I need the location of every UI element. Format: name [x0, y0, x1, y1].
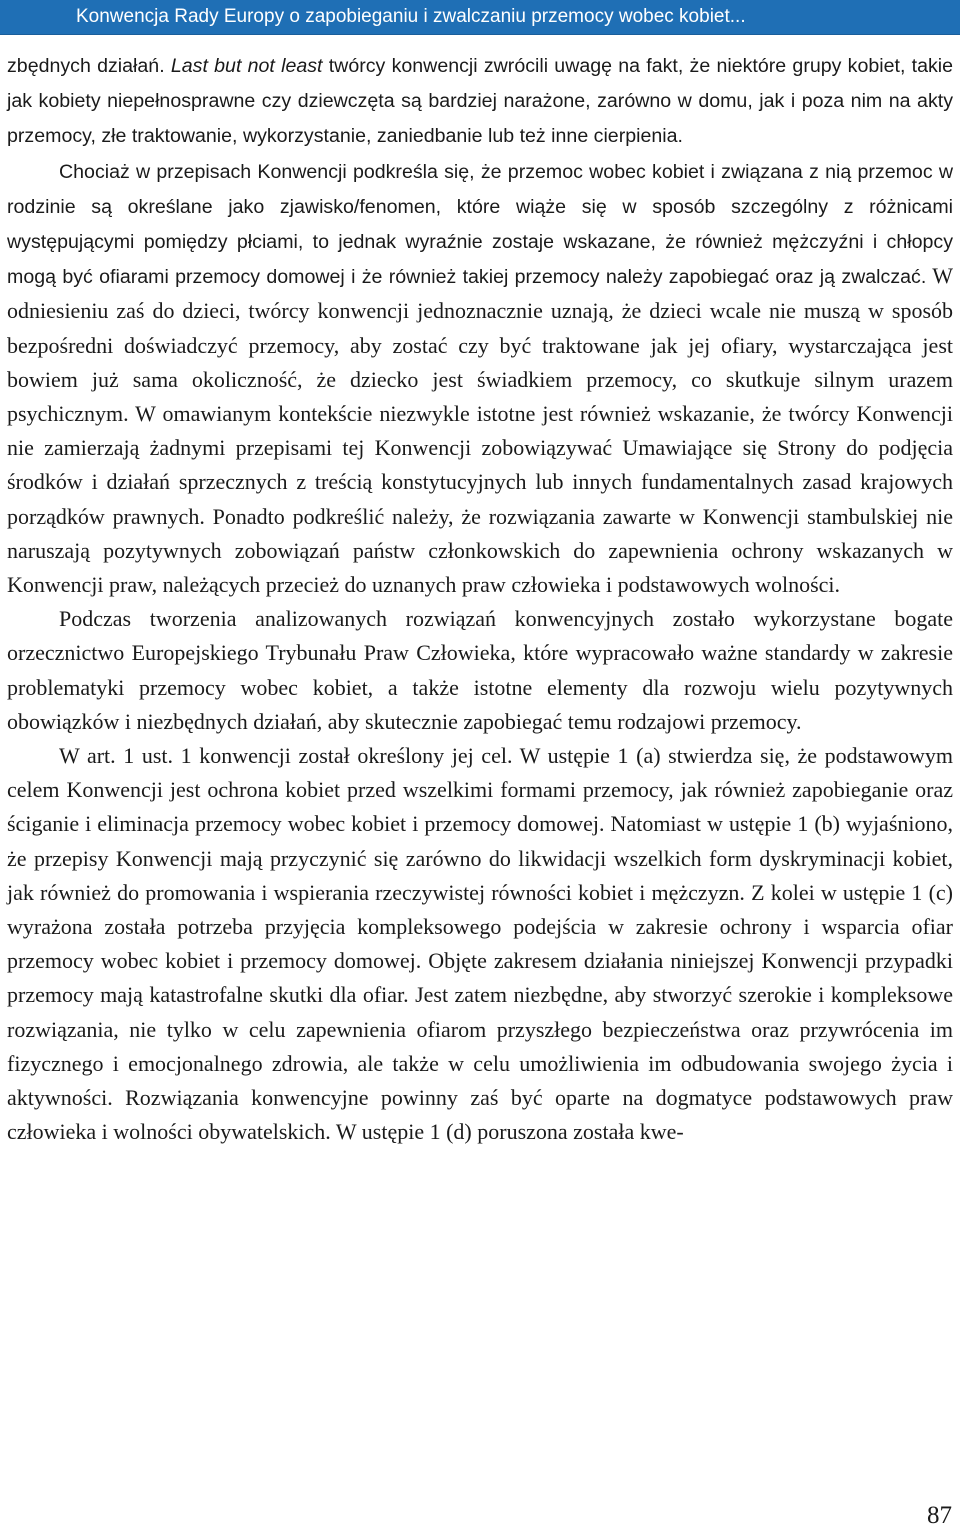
paragraph-2-serif-part: W odniesieniu zaś do dzieci, twórcy konwencji jednoznacznie uznają, że dzieci wcale nie muszą w sposób bezpośredni doświadczyć przemocy, aby zostać czy być traktowane jak jej ofiary, wystarczająca jest bowiem już sama okoliczność, że dziecko jest świadkiem przemocy, co skutkuje silnym urazem psychicznym. W omawianym kontekście niezwykle istotne jest również wskazanie, że twórcy Konwencji nie zamierzają żadnymi przepisami tej Konwencji zobowiązywać Umawiające się Strony do podjęcia środków i działań sprzecznych z treścią konstytucyjnych lub innych fundamentalnych zasad krajowych porządków prawnych. Ponadto podkreślić należy, że rozwiązania zawarte w Konwencji stambulskiej nie naruszają pozytywnych zobowiązań państw członkowskich do zapewnienia ochrony wskazanych w Konwencji praw, należących przecież do uznanych praw człowieka i podstawowych wolności.: [7, 263, 953, 598]
paragraph-2-sans-part: Chociaż w przepisach Konwencji podkreśla się, że przemoc wobec kobiet i związana z nią przemoc w rodzinie są określane jako zjawisko/fenomen, które wiąże się w sposób szczególny z różnicami występującymi pomiędzy płciami, to jednak wyraźnie zostaje wskazane, że również mężczyźni i chłopcy mogą być ofiarami przemocy domowej i że również takiej przemocy należy zapobiegać oraz ją zwalczać.: [7, 160, 953, 289]
page-number: 87: [927, 1502, 952, 1529]
paragraph-1-rest: twórcy konwencji zwrócili uwagę na fakt, że niektóre grupy kobiet, takie jak kobiety niepełnosprawne czy dziewczęta są bardziej narażone, zarówno w domu, jak i poza nim na akty przemocy, złe traktowanie, wykorzystanie, zaniedbanie lub też inne cierpienia.: [7, 55, 954, 148]
paragraph-1: [7, 48, 953, 154]
paragraph-1-italic-phrase: Last but not least: [170, 55, 323, 77]
running-header: [0, 0, 960, 35]
paragraph-3: Podczas tworzenia analizowanych rozwiązań konwencyjnych zostało wykorzystane bogate orzecznictwo Europejskiego Trybunału Praw Człowieka, które wypracowało ważne standardy w zakresie problematyki przemocy wobec kobiet, a także istotne elementy dla rozwoju wielu pozytywnych obowiązków i niezbędnych działań, aby skutecznie zapobiegać temu rodzajowi przemocy.: [7, 606, 953, 734]
paragraph-2: [7, 154, 953, 603]
paragraph-4: W art. 1 ust. 1 konwencji został określony jej cel. W ustępie 1 (a) stwierdza się, że podstawowym celem Konwencji jest ochrona kobiet przed wszelkimi formami przemocy, jak również zapobieganie oraz ściganie i eliminacja przemocy wobec kobiet i przemocy domowej. Natomiast w ustępie 1 (b) wyjaśniono, że przepisy Konwencji mają przyczynić się zarówno do likwidacji wszelkich form dyskryminacji kobiet, jak również do promowania i wspierania rzeczywistej równości kobiet i mężczyzn. Z kolei w ustępie 1 (c) wyrażona została potrzeba przyjęcia kompleksowego podejścia w zakresie ochrony i wsparcia ofiar przemocy wobec kobiet i przemocy domowej. Objęte zakresem działania niniejszej Konwencji przypadki przemocy mają katastrofalne skutki dla ofiar. Jest zatem niezbędne, aby stworzyć szerokie i kompleksowe rozwiązania, nie tylko w celu zapewnienia ofiarom przyszłego bezpieczeństwa oraz przywrócenia im fizycznego i emocjonalnego zdrowia, ale także w celu umożliwienia im odbudowania swojego życia i aktywności. Rozwiązania konwencyjne powinny zaś być oparte na dogmatyce podstawowych praw człowieka i wolności obywatelskich. W ustępie 1 (d) poruszona została kwe-: [7, 743, 953, 1145]
running-header-title: Konwencja Rady Europy o zapobieganiu i zwalczaniu przemocy wobec kobiet...: [76, 6, 746, 27]
paragraph-1-start: zbędnych działań.: [7, 55, 171, 77]
page-body: [7, 48, 953, 1150]
